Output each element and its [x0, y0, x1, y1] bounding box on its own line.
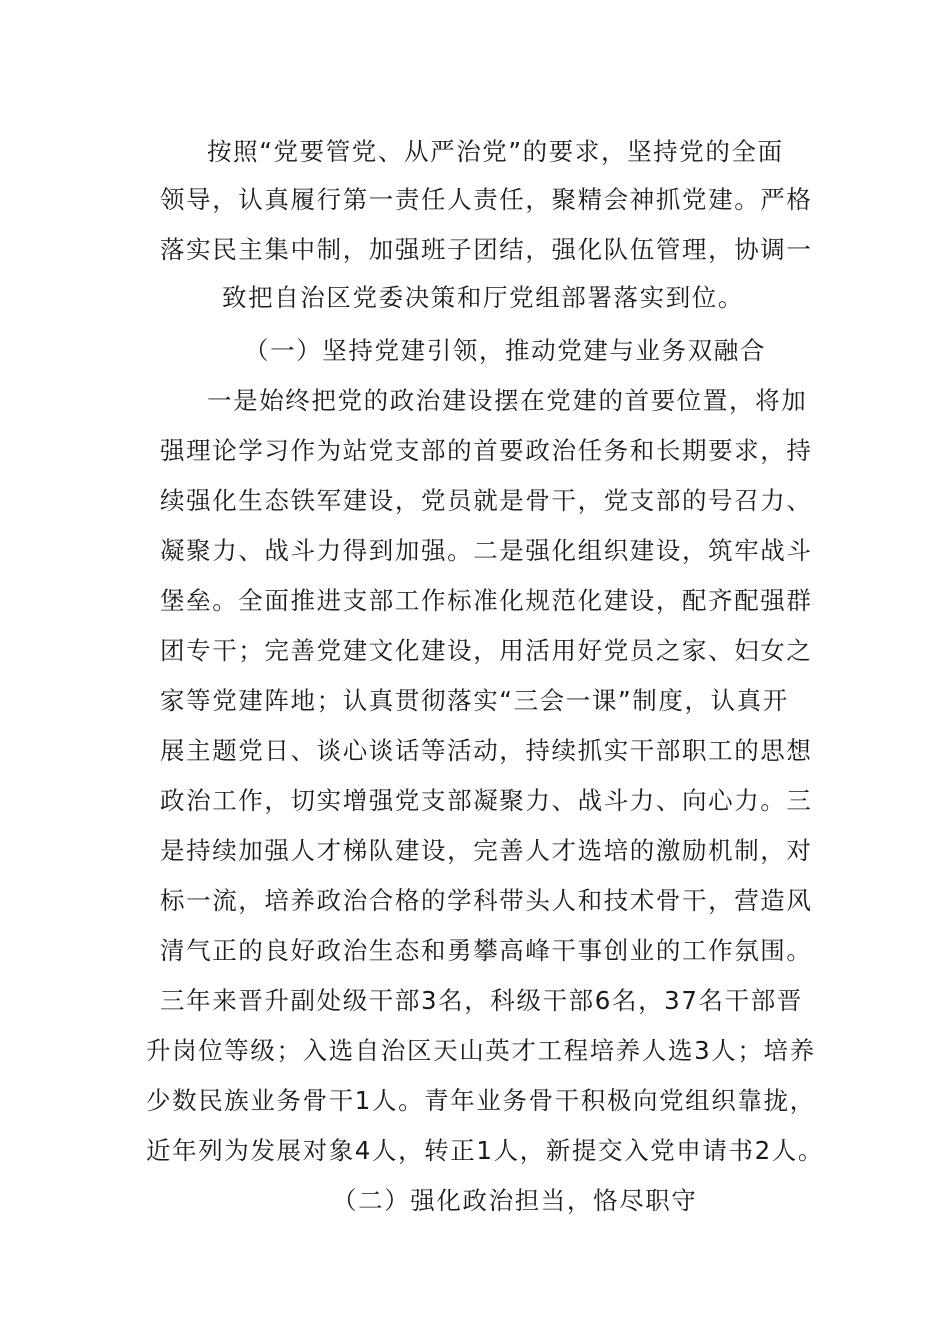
- body-line: 一是始终把党的政治建设摆在党建的首要位置，将加: [207, 386, 808, 415]
- body-line: 升岗位等级；入选自治区天山英才工程培养人选3人；培养: [146, 1036, 816, 1065]
- body-line: 政治工作，切实增强党支部凝聚力、战斗力、向心力。三: [160, 786, 813, 815]
- body-line: 家等党建阵地；认真贯彻落实“三会一课”制度，认真开: [160, 686, 789, 715]
- body-line: 清气正的良好政治生态和勇攀高峰干事创业的工作氛围。: [160, 936, 813, 965]
- section-heading: （一）坚持党建引领，推动党建与业务双融合: [244, 336, 766, 365]
- body-line: 续强化生态铁军建设，党员就是骨干，党支部的号召力、: [160, 486, 813, 515]
- body-line: 强理论学习作为站党支部的首要政治任务和长期要求，持: [160, 436, 813, 465]
- body-line: 标一流，培养政治合格的学科带头人和技术骨干，营造风: [160, 886, 813, 915]
- body-line: 少数民族业务骨干1人。青年业务骨干积极向党组织靠拢，: [146, 1086, 816, 1115]
- body-line: 凝聚力、战斗力得到加强。二是强化组织建设，筑牢战斗: [160, 536, 813, 565]
- body-line: 团专干；完善党建文化建设，用活用好党员之家、妇女之: [160, 636, 813, 665]
- body-line: 是持续加强人才梯队建设，完善人才选培的激励机制，对: [160, 836, 813, 865]
- body-line: 堡垒。全面推进支部工作标准化规范化建设，配齐配强群: [160, 586, 813, 615]
- intro-line: 致把自治区党委决策和厅党组部署落实到位。: [222, 283, 744, 312]
- intro-line: 按照“党要管党、从严治党”的要求，坚持党的全面: [207, 137, 784, 166]
- body-line: 展主题党日、谈心谈话等活动，持续抓实干部职工的思想: [160, 736, 813, 765]
- intro-line: 领导，认真履行第一责任人责任，聚精会神抓党建。严格: [160, 185, 813, 214]
- body-line: 近年列为发展对象4人，转正1人，新提交入党申请书2人。: [146, 1136, 824, 1165]
- section-heading: （二）强化政治担当，恪尽职守: [332, 1186, 698, 1215]
- intro-line: 落实民主集中制，加强班子团结，强化队伍管理，协调一: [160, 235, 813, 264]
- body-line: 三年来晋升副处级干部3名，科级干部6名，37名干部晋: [160, 986, 803, 1015]
